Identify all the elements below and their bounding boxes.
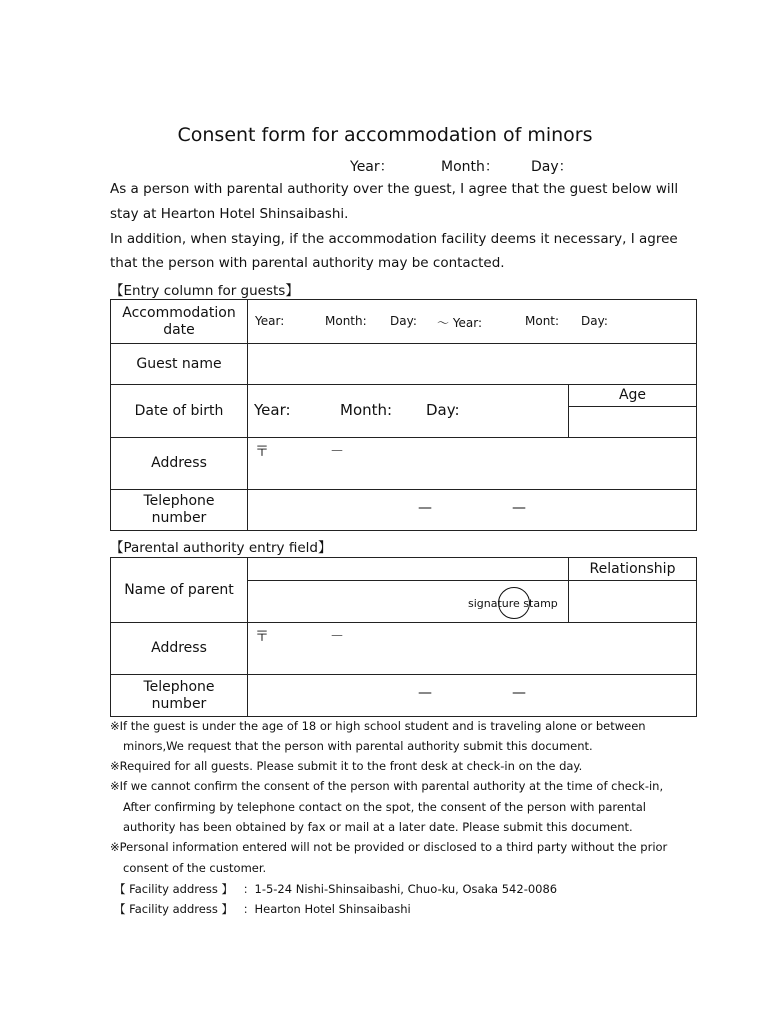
- guest-telephone-field[interactable]: — —: [248, 490, 697, 531]
- form-title: Consent form for accommodation of minors: [177, 124, 593, 146]
- note-line-6: authority has been obtained by fax or mail at a later date. Please submit this document.: [123, 820, 633, 834]
- intro-line-2: stay at Hearton Hotel Shinsaibashi.: [110, 206, 349, 222]
- accommodation-date-field[interactable]: Year: Month: Day: ～ Year: Mont: Day:: [248, 300, 697, 344]
- date-of-birth-label: Date of birth: [111, 385, 248, 438]
- accommodation-date-label: Accommodation date: [111, 300, 248, 344]
- parent-telephone-field[interactable]: — —: [248, 675, 697, 717]
- date-month-label: Month：: [441, 159, 499, 175]
- guest-table: [110, 299, 697, 531]
- signature-stamp-label: signature stamp: [468, 597, 558, 610]
- guest-telephone-label: Telephone number: [111, 490, 248, 531]
- facility-value-1: ：1-5-24 Nishi-Shinsaibashi, Chuo-ku, Osaka 542-0086: [243, 882, 558, 896]
- parent-name-label: Name of parent: [111, 558, 248, 623]
- note-line-7: ※Personal information entered will not be provided or disclosed to a third party without the prior: [110, 840, 668, 854]
- parent-table: [110, 557, 697, 717]
- postal-mark-icon: 〒: [255, 444, 269, 460]
- relationship-label: Relationship: [569, 558, 697, 581]
- parent-address-label: Address: [111, 623, 248, 675]
- age-label: Age: [569, 385, 697, 407]
- date-year-label: Year：: [350, 159, 394, 175]
- guest-section-heading: 【Entry column for guests】: [110, 283, 299, 299]
- guest-name-label: Guest name: [111, 344, 248, 385]
- guest-address-label: Address: [111, 438, 248, 490]
- age-field[interactable]: [569, 407, 697, 438]
- parent-section-heading: 【Parental authority entry field】: [110, 540, 332, 556]
- note-line-5: After confirming by telephone contact on the spot, the consent of the person with parental: [123, 800, 646, 814]
- note-line-1: ※If the guest is under the age of 18 or high school student and is traveling alone or between: [110, 719, 646, 733]
- date-of-birth-field[interactable]: Year: Month: Day:: [248, 385, 569, 438]
- note-line-4: ※If we cannot confirm the consent of the person with parental authority at the time of check-in,: [110, 779, 664, 793]
- postal-mark-icon: 〒: [255, 629, 269, 645]
- relationship-field[interactable]: [569, 581, 697, 623]
- note-line-8: consent of the customer.: [123, 861, 267, 875]
- parent-telephone-label: Telephone number: [111, 675, 248, 717]
- date-day-label: Day：: [531, 159, 573, 175]
- guest-address-field[interactable]: 〒 －: [248, 438, 697, 490]
- intro-line-3: In addition, when staying, if the accommodation facility deems it necessary, I agree: [110, 231, 678, 247]
- facility-label-1: 【 Facility address 】: [114, 882, 233, 896]
- intro-line-4: that the person with parental authority may be contacted.: [110, 255, 505, 271]
- parent-name-field[interactable]: [248, 581, 569, 623]
- guest-name-field[interactable]: [248, 344, 697, 385]
- facility-label-2: 【 Facility address 】: [114, 902, 233, 916]
- facility-value-2: ：Hearton Hotel Shinsaibashi: [243, 902, 411, 916]
- parent-name-furigana-field[interactable]: [248, 558, 569, 581]
- parent-address-field[interactable]: 〒 －: [248, 623, 697, 675]
- intro-line-1: As a person with parental authority over the guest, I agree that the guest below will: [110, 181, 679, 197]
- note-line-2: minors,We request that the person with parental authority submit this document.: [123, 739, 593, 753]
- note-line-3: ※Required for all guests. Please submit it to the front desk at check-in on the day.: [110, 759, 583, 773]
